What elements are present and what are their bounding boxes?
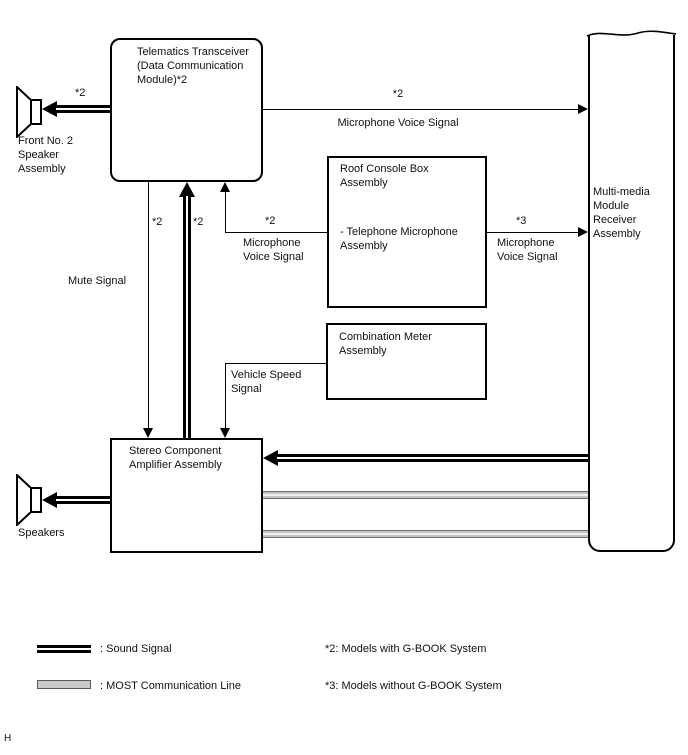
- arrowhead-down-icon: [143, 428, 153, 438]
- edge-sound-mm-to-amp: [277, 454, 588, 462]
- edge-sound-amp-to-speakers: [56, 496, 110, 504]
- label-mute-signal: Mute Signal: [68, 275, 127, 287]
- edge-vehicle-speed-v: [225, 363, 226, 429]
- arrowhead-right-icon: [578, 227, 588, 237]
- node-telematics-transceiver: [110, 38, 263, 182]
- legend-note2: *2: Models with G-BOOK System: [325, 643, 487, 655]
- edge-mic-roof-to-tel-h: [225, 232, 327, 233]
- legend-most-swatch: [37, 680, 91, 689]
- note-sound-amp-to-tel: *2: [193, 216, 204, 228]
- legend-sound-label: : Sound Signal: [100, 643, 172, 655]
- front-speaker-icon: [16, 86, 44, 138]
- speakers-icon: [16, 474, 44, 526]
- edge-mic-tel-to-mm: [263, 109, 579, 110]
- node-telematics-label: Telematics Transceiver (Data Communication Module)*2: [137, 46, 249, 86]
- label-mic-roof-to-tel: Microphone Voice Signal: [243, 237, 304, 263]
- speakers-label: Speakers: [18, 527, 65, 539]
- node-stereo-amplifier-label: Stereo Component Amplifier Assembly: [129, 445, 222, 471]
- arrowhead-right-icon: [578, 104, 588, 114]
- note-mic-roof-to-mm: *3: [516, 215, 527, 227]
- legend-note3: *3: Models without G-BOOK System: [325, 680, 502, 692]
- edge-sound-amp-to-tel: [183, 196, 191, 438]
- node-multimedia-receiver-label: Multi-media Module Receiver Assembly: [593, 186, 650, 240]
- arrowhead-up-icon: [220, 182, 230, 192]
- note-mic-roof-to-tel: *2: [265, 215, 276, 227]
- edge-most-line-1: [263, 491, 588, 499]
- node-roof-console-title: Roof Console Box Assembly: [340, 163, 429, 189]
- page-footer-mark: H: [4, 733, 12, 744]
- node-combination-meter: [326, 323, 487, 400]
- note-mic-tel-to-mm: *2: [392, 88, 404, 100]
- edge-mic-roof-to-tel-v: [225, 191, 226, 233]
- node-roof-console-subtitle: - Telephone Microphone Assembly: [340, 226, 458, 252]
- node-combination-meter-label: Combination Meter Assembly: [339, 331, 432, 357]
- arrowhead-down-icon: [220, 428, 230, 438]
- arrowhead-left-icon: [42, 101, 57, 117]
- edge-sound-tel-to-front-speaker: [56, 105, 110, 113]
- note-tel-to-front-speaker: *2: [75, 87, 86, 99]
- torn-edge-icon: [586, 27, 677, 41]
- label-mic-roof-to-mm: Microphone Voice Signal: [497, 237, 558, 263]
- arrowhead-left-icon: [263, 450, 278, 466]
- front-speaker-label: Front No. 2 Speaker Assembly: [18, 135, 74, 175]
- edge-mic-roof-to-mm: [487, 232, 578, 233]
- edge-mute-signal: [148, 182, 149, 429]
- label-vehicle-speed: Vehicle Speed Signal: [231, 369, 302, 395]
- node-multimedia-receiver: [588, 35, 675, 552]
- edge-vehicle-speed-h: [225, 363, 326, 364]
- label-mic-tel-to-mm: Microphone Voice Signal: [337, 117, 459, 129]
- arrowhead-left-icon: [42, 492, 57, 508]
- legend-sound-swatch: [37, 645, 91, 653]
- note-mute-signal: *2: [152, 216, 163, 228]
- node-roof-console-box: [327, 156, 487, 308]
- edge-most-line-2: [263, 530, 588, 538]
- arrowhead-up-icon: [179, 182, 195, 197]
- legend-most-label: : MOST Communication Line: [100, 680, 242, 692]
- node-stereo-amplifier: [110, 438, 263, 553]
